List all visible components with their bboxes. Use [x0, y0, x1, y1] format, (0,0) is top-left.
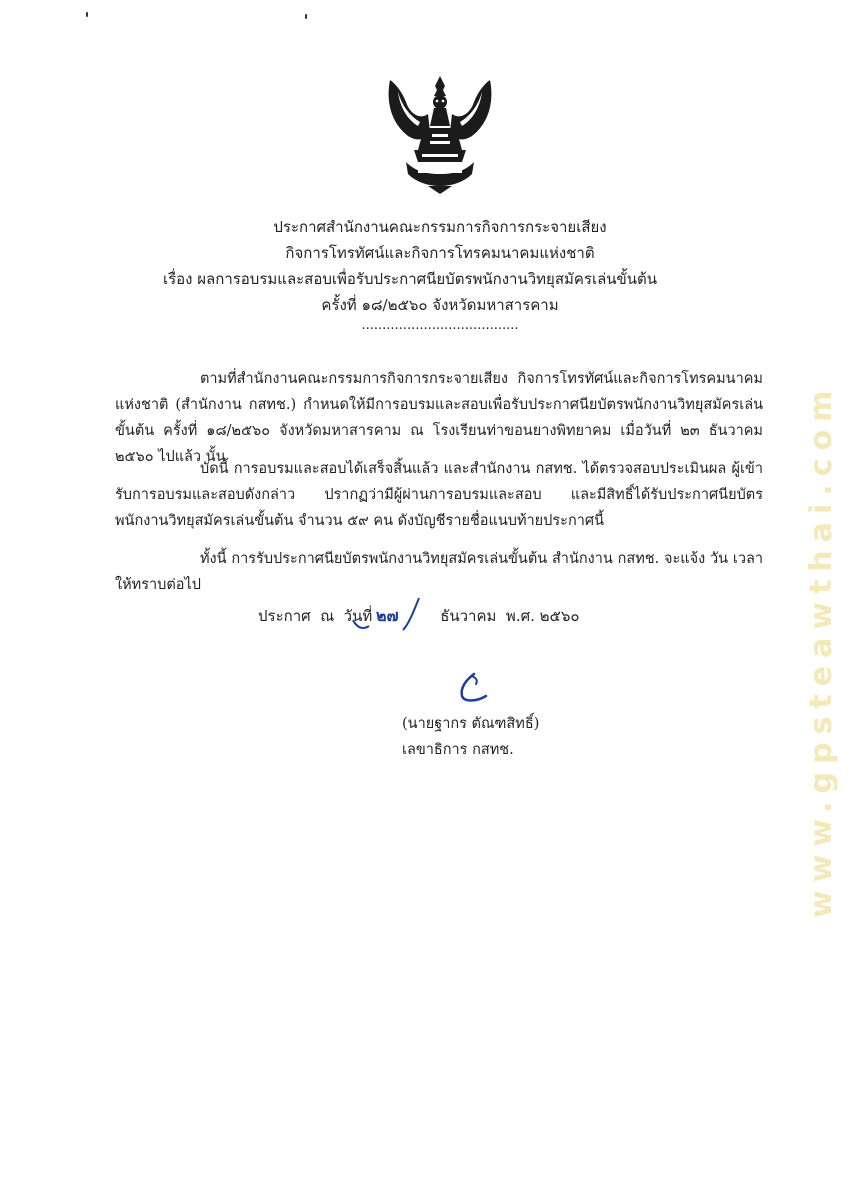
- scan-speck: [86, 12, 88, 17]
- announcement-session: ครั้งที่ ๑๘/๒๕๖๐ จังหวัดมหาสารคาม: [321, 296, 559, 314]
- announcement-date-suffix: ธันวาคม พ.ศ. ๒๕๖๐: [440, 607, 580, 625]
- announcement-day-handwritten: ๒๗: [376, 606, 399, 625]
- signatory-name: (นายฐากร ตัณฑสิทธิ์): [402, 716, 540, 732]
- scan-speck: [305, 14, 307, 19]
- signature-mark-icon: [452, 670, 492, 706]
- signatory-position: เลขาธิการ กสทช.: [402, 742, 514, 758]
- announcement-title-line2: กิจการโทรทัศน์และกิจการโทรคมนาคมแห่งชาติ: [285, 244, 595, 262]
- paragraph-results: บัดนี้ การอบรมและสอบได้เสร็จสิ้นแล้ว และสำนักงาน กสทช. ได้ตรวจสอบประเมินผล ผู้เข้ารับการอบรมและสอบดังกล่าว ปรากฏว่ามีผู้ผ่านการอบรมและสอบ และมีสิทธิ์ได้รับประกาศนียบัตรพนักงานวิทยุสมัครเล่นขั้นต้น จำนวน ๕๙ คน ดังบัญชีรายชื่อแนบท้ายประกาศนี้: [115, 461, 763, 529]
- title-separator: ......................................: [361, 318, 519, 333]
- paragraph-notice: ทั้งนี้ การรับประกาศนียบัตรพนักงานวิทยุสมัครเล่นขั้นต้น สำนักงาน กสทช. จะแจ้ง วัน เวลา ให้ทราบต่อไป: [115, 551, 763, 593]
- site-watermark: www.gpsteawthai.com: [804, 382, 839, 918]
- announcement-date-prefix: ประกาศ ณ วันที่: [258, 607, 373, 625]
- announcement-title-line1: ประกาศสำนักงานคณะกรรมการกิจการกระจายเสียง: [273, 218, 607, 236]
- garuda-emblem-icon: [384, 70, 496, 196]
- paragraph-intro: ตามที่สำนักงานคณะกรรมการกิจการกระจายเสียง กิจการโทรทัศน์และกิจการโทรคมนาคมแห่งชาติ (สำนักงาน กสทช.) กำหนดให้มีการอบรมและสอบเพื่อรับประกาศนียบัตรพนักงานวิทยุสมัครเล่นขั้นต้น ครั้งที่ ๑๘/๒๕๖๐ จังหวัดมหาสารคาม ณ โรงเรียนท่าขอนยางพิทยาคม เมื่อวันที่ ๒๓ ธันวาคม ๒๕๖๐ ไปแล้ว นั้น: [115, 371, 763, 465]
- announcement-subject: เรื่อง ผลการอบรมและสอบเพื่อรับประกาศนียบัตรพนักงานวิทยุสมัครเล่นขั้นต้น: [162, 270, 658, 288]
